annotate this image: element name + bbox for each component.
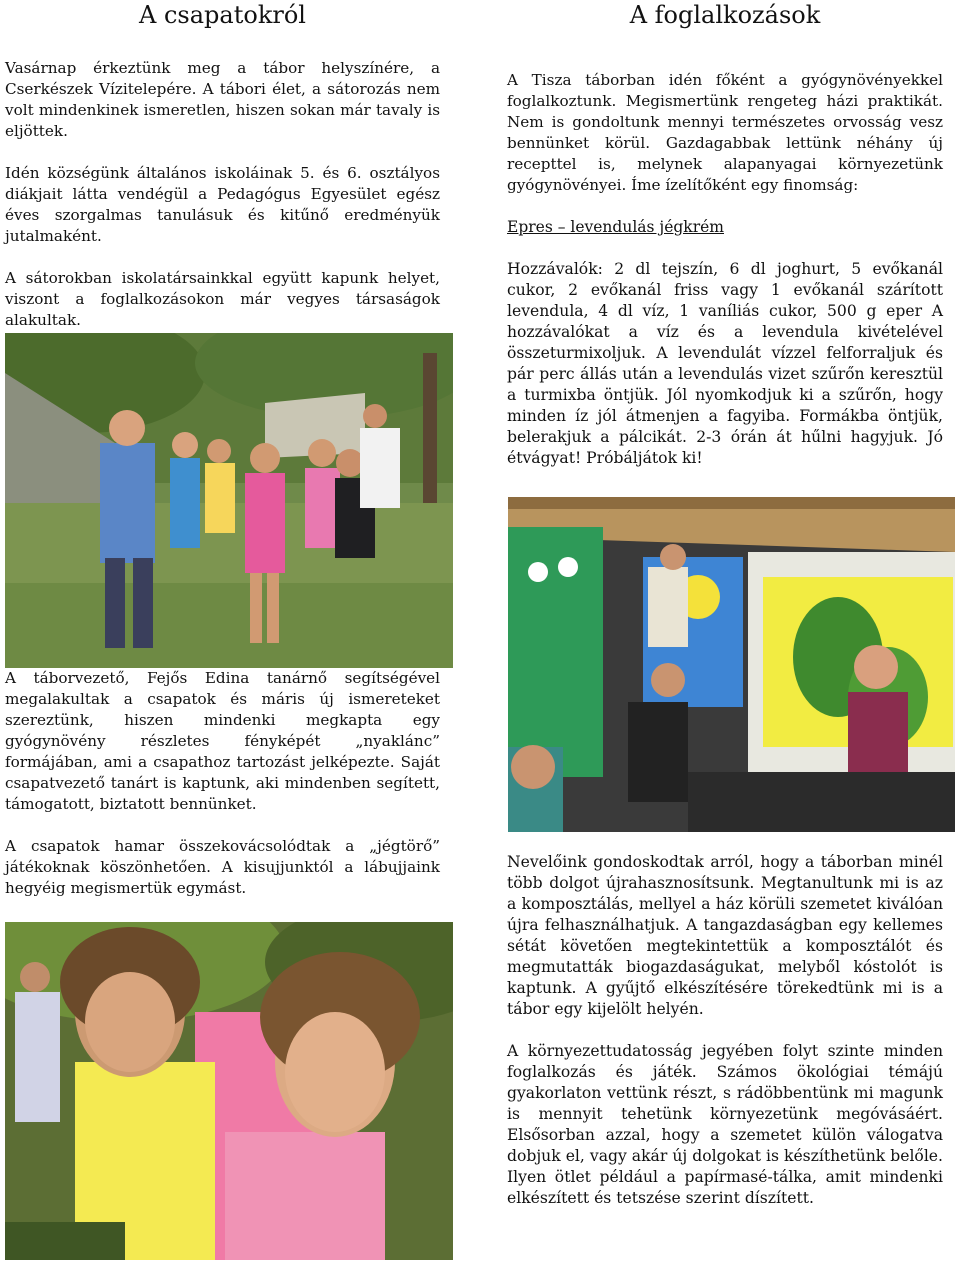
- left-paragraph-3: A sátorokban iskolatársainkkal együtt kapunk helyet, viszont a foglalkozásokon már vegyes társaságok alakultak.: [5, 269, 440, 329]
- photo-herb-workshop: [508, 497, 955, 832]
- left-paragraph-2: Idén községünk általános iskoláinak 5. és 6. osztályos diákjait látta vendégül a Pedagógus Egyesület egész éves szorgalmas tanulásuk és kitűnő eredményük jutalmaként.: [5, 164, 440, 245]
- left-paragraph-5: A csapatok hamar összekovácsolódtak a „jégtörő” játékoknak köszönhetően. A kisujjunktól a lábujjaink hegyéig megismertük egymást.: [5, 837, 440, 897]
- right-paragraph-3: A környezettudatosság jegyében folyt szinte minden foglalkozás és játék. Számos ökológiai témájú gyakorlaton vettünk részt, s rádöbbentünk mi magunk is mennyit tehetünk környezetünk megóvásáért. Elsősorban azzal, hogy a szemetet külön válogatva dobjuk el, vagy akár új dolgokat is készíthetünk belőle. Ilyen ötlet például a papírmasé-tálka, amit mindenki elkészített és tetszése szerint díszített.: [507, 1042, 943, 1207]
- left-column: [5, 0, 440, 331]
- left-heading: A csapatokról: [139, 1, 306, 29]
- photo-camp-game: [5, 333, 453, 668]
- recipe-text: Hozzávalók: 2 dl tejszín, 6 dl joghurt, 5 evőkanál cukor, 2 evőkanál friss vagy 1 evőkanál szárított levendula, 4 dl víz, 1 vaníliás cukor, 500 g eper A hozzávalókat a víz és a levendula kivételével összeturmixoljuk. A levendulát vízzel felforraljuk és pár perc állás után a levendulás vizet szűrőn keresztül a turmixba öntjük. Jól nyomkodjuk ki a szűrőn, hogy minden íz jól átmenjen a fagyiba. Formákba öntjük, belerakjuk a pálcikát. 2-3 órán át hűlni hagyjuk. Jó étvágyat! Próbáljátok ki!: [507, 260, 943, 467]
- right-column-lower: [507, 852, 943, 1209]
- left-column-lower: [5, 668, 440, 899]
- right-column: [507, 0, 943, 469]
- photo-girls-closeup: [5, 922, 453, 1260]
- left-paragraph-4: A táborvezető, Fejős Edina tanárnő segítségével megalakultak a csapatok és máris új ismereteket szereztünk, hiszen mindenki megkapta egy gyógynövény részletes fényképét „nyaklánc” formájában, ami a csapathoz tartozást jelképezte. Saját csapatvezető tanárt is kaptunk, aki mindenben segített, támogatott, biztatott bennünket.: [5, 669, 440, 813]
- recipe-title: Epres – levendulás jégkrém: [507, 218, 724, 236]
- left-paragraph-1: Vasárnap érkeztünk meg a tábor helyszínére, a Cserkészek Vízitelepére. A tábori élet, a sátorozás nem volt mindenkinek ismeretlen, hiszen sokan már tavaly is eljöttek.: [5, 59, 440, 140]
- right-paragraph-1: A Tisza táborban idén főként a gyógynövényekkel foglalkoztunk. Megismertünk rengeteg házi praktikát. Nem is gondoltunk mennyi természetes orvosság vesz bennünket körül. Gazdagabbak lettünk néhány új recepttel is, melynek alapanyagai környezetünk gyógynövényei. Íme ízelítőként egy finomság:: [507, 71, 943, 194]
- right-paragraph-2: Nevelőink gondoskodtak arról, hogy a táborban minél több dolgot újrahasznosítsunk. Megtanultunk mi is az a komposztálás, mellyel a ház körüli szemetet kiválóan újra felhasználhatjuk. A tangazdaságban egy kellemes sétát követően megtekintettük a komposztálót és megmutatták biogazdaságukat, melyből kóstolót is kaptunk. A gyűjtő elkészítésére törekedtünk mi is a tábor egy kijelölt helyén.: [507, 853, 943, 1018]
- right-heading: A foglalkozások: [629, 1, 821, 29]
